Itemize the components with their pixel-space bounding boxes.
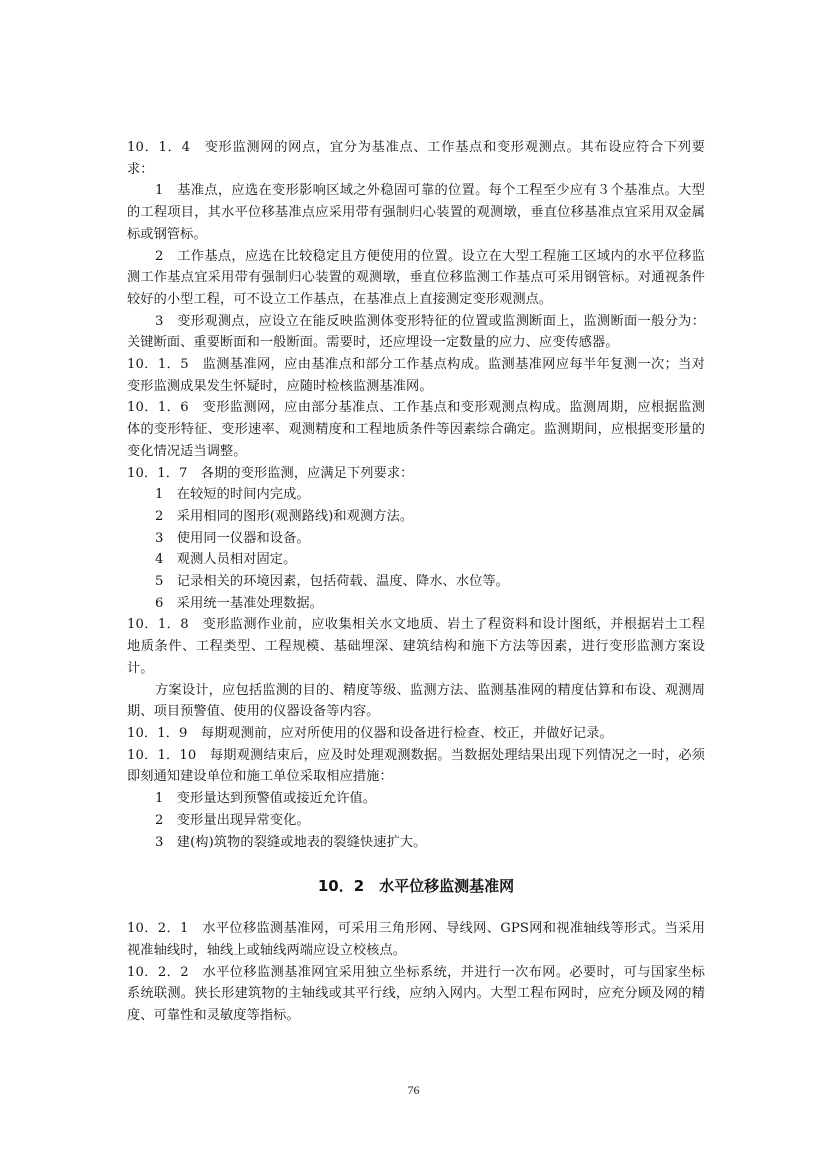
- clause-paragraph: 2 工作基点，应选在比较稳定且方便使用的位置。设立在大型工程施工区域内的水平位移监测工作基点宜采用带有强制归心装置的观测墩，垂直位移监测工作基点可采用钢管标。对通视条件较好的小型工程，可不设立工作基点，在基准点上直接测定变形观测点。: [127, 248, 705, 307]
- list-item: 2 变形量出现异常变化。: [155, 812, 310, 828]
- list-item: 5 记录相关的环境因素，包括荷载、温度、降水、水位等。: [155, 574, 509, 590]
- section-heading: 10．2 水平位移监测基准网: [317, 877, 515, 896]
- list-item: 3 建(构)筑物的裂缝或地表的裂缝快速扩大。: [155, 834, 427, 850]
- clause-list-10-2: [127, 918, 705, 1027]
- clause-paragraph: 10．1．5 监测基准网，应由基准点和部分工作基点构成。监测基准网应每半年复测一次；当对变形监测成果发生怀疑时，应随时检核监测基准网。: [127, 357, 705, 394]
- list-item: 1 在较短的时间内完成。: [155, 487, 310, 503]
- clause-paragraph: 10．1．4 变形监测网的网点，宜分为基准点、工作基点和变形观测点。其布设应符合下列要求：: [127, 140, 705, 177]
- list-item: 1 变形量达到预警值或接近允许值。: [155, 791, 377, 807]
- clause-paragraph: 10．1．7 各期的变形监测，应满足下列要求：: [127, 465, 414, 481]
- list-item: 6 采用统一基准处理数据。: [155, 595, 323, 611]
- clause-paragraph: 方案设计，应包括监测的目的、精度等级、监测方法、监测基准网的精度估算和布设、观测周期、项目预警值、使用的仪器设备等内容。: [127, 682, 705, 720]
- clause-paragraph: 10．1．8 变形监测作业前，应收集相关水文地质、岩土了程资料和设计图纸，并根据岩土工程地质条件、工程类型、工程规模、基础埋深、建筑结构和施下方法等因素，进行变形监测方案设计。: [127, 617, 705, 676]
- list-item: 3 使用同一仪器和设备。: [155, 530, 310, 546]
- clause-paragraph: 1 基准点，应选在变形影响区域之外稳固可靠的位置。每个工程至少应有３个基准点。大型的工程项目，其水平位移基准点应采用带有强制归心装置的观测墩，垂直位移基准点宜采用双金属标或钢管标。: [127, 183, 705, 242]
- clause-paragraph: 3 变形观测点，应设立在能反映监测体变形特征的位置或监测断面上，监测断面一般分为：关键断面、重要断面和一般断面。需要时，还应埋设一定数量的应力、应变传感器。: [127, 313, 705, 351]
- clause-paragraph: 10．2．2 水平位移监测基准网宜采用独立坐标系统，并进行一次布网。必要时，可与国家坐标系统联测。狭长形建筑物的主轴线或其平行线，应纳入网内。大型工程布网时，应充分顾及网的精度、可靠性和灵敏度等指标。: [127, 964, 705, 1024]
- clause-paragraph: 10．1．6 变形监测网，应由部分基准点、工作基点和变形观测点构成。监测周期，应根据监测体的变形特征、变形速率、观测精度和工程地质条件等因素综合确定。监测期间，应根据变形量的变化情况适当调整。: [127, 400, 705, 459]
- page-number: 76: [407, 1083, 420, 1097]
- list-item: 2 采用相同的图形(观测路线)和观测方法。: [155, 508, 414, 524]
- clause-paragraph: 10．1．10 每期观测结束后，应及时处理观测数据。当数据处理结果出现下列情况之一时，必须即刻通知建设单位和施工单位采取相应措施：: [127, 747, 705, 785]
- list-item: 4 观测人员相对固定。: [155, 552, 297, 568]
- page-body: [127, 137, 705, 1027]
- clause-paragraph: 10．1．9 每期观测前，应对所使用的仪器和设备进行检查、校正，并做好记录。: [127, 725, 613, 741]
- clause-list-10-1: [127, 137, 705, 853]
- clause-paragraph: 10．2．1 水平位移监测基准网，可采用三角形网、导线网、GPS网和视准轴线等形式。当采用视准轴线时，轴线上或轴线两端应设立校核点。: [127, 921, 705, 958]
